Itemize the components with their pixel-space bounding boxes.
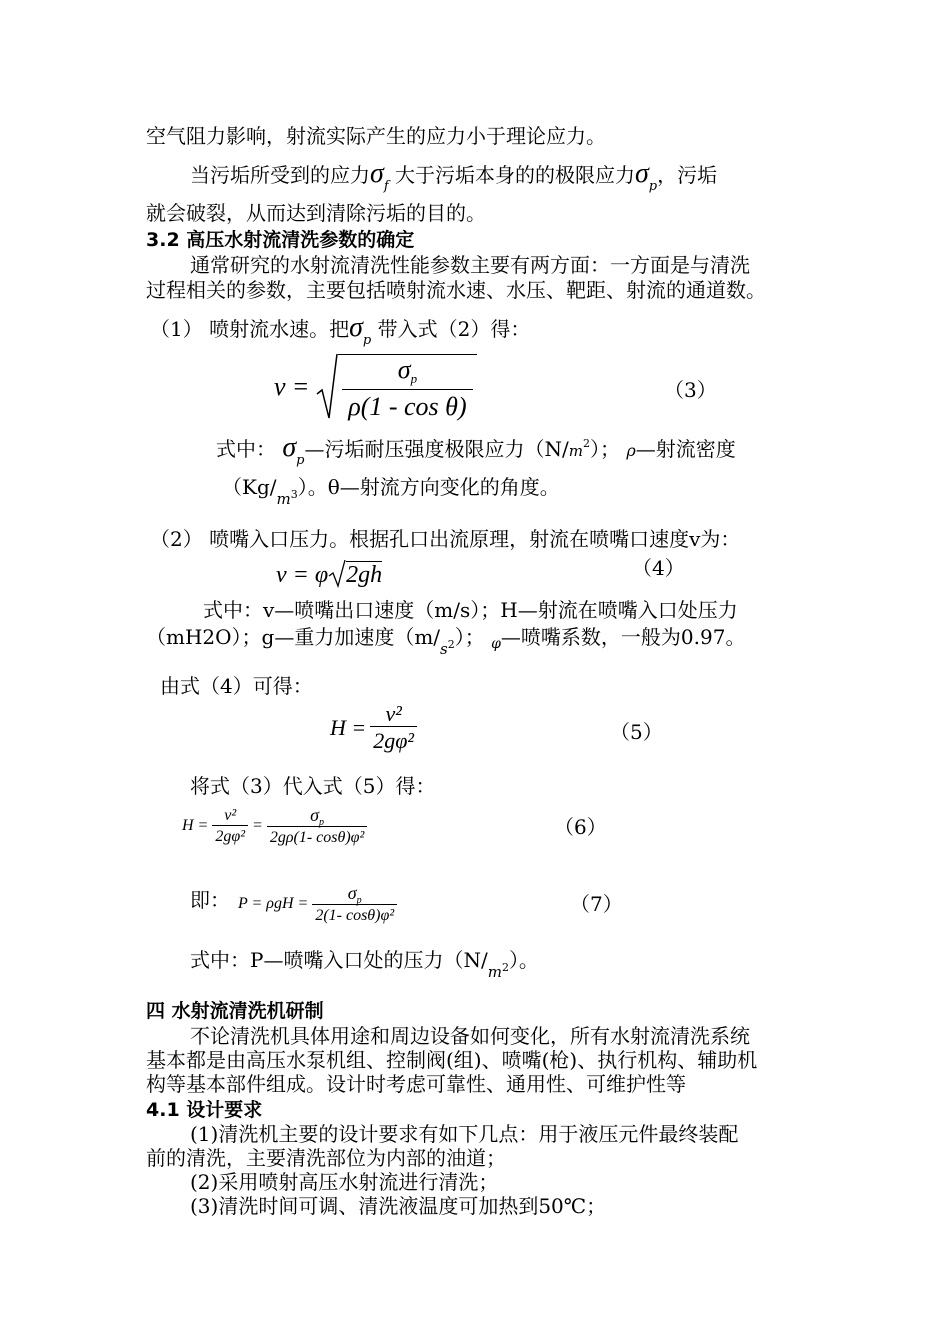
text-line: 基本都是由高压水泵机组、控制阀(组)、喷嘴(枪)、执行机构、辅助机 [146, 1048, 758, 1072]
text-span: ，污垢 [657, 163, 718, 187]
equation-3: v = σp ρ(1 - cos θ) [274, 352, 477, 422]
text-line: 通常研究的水射流清洗性能参数主要有两方面：一方面是与清洗 [190, 253, 750, 277]
text-line: 前的清洗，主要清洗部位为内部的油道； [146, 1146, 506, 1170]
text-line: (2)采用喷射高压水射流进行清洗； [190, 1170, 499, 1194]
eq-denominator: ρ(1 - cos θ) [342, 389, 472, 422]
sigma-symbol: σ [634, 158, 649, 189]
text-line: 式中：P—喷嘴入口处的压力$(N/_{m2})$。 [190, 948, 539, 981]
text-line: 即： [190, 888, 230, 912]
section-heading: 4.1 设计要求 [146, 1099, 263, 1121]
sigma-symbol: σ [282, 432, 297, 463]
text-line [190, 158, 718, 194]
subscript: f [383, 179, 389, 194]
sqrt-icon [316, 352, 338, 422]
text-span: 大于污垢本身的的极限应力 [394, 163, 635, 187]
text-line: （mH2O）；g—重力加速度$(m/_{s2})$； $_\varphi$—喷嘴系数，一般为0.97。 [146, 625, 746, 658]
sigma-symbol: σ [370, 158, 384, 189]
equation-number: （4） [632, 556, 685, 580]
text-line: 将式（3）代入式（5）得： [190, 774, 436, 798]
text-line: 构等基本部件组成。设计时考虑可靠性、通用性、可维护性等 [146, 1072, 686, 1096]
equation-number: （6） [554, 815, 607, 839]
section-heading: 3.2 高压水射流清洗参数的确定 [146, 229, 415, 251]
text-span: 当污垢所受到的应力 [190, 163, 370, 187]
equation-number: （7） [570, 892, 623, 916]
text-line: $(Kg/_{m3})$。θ—射流方向变化的角度。 [222, 475, 560, 508]
text-line: 式中：v—喷嘴出口速度（m/s）；H—射流在喷嘴入口处压力 [203, 598, 738, 622]
equation-5: H = $\frac{\text{v²}}{\text{2gφ²}}$ [330, 702, 417, 753]
text-line: 式中： $\sigma_p—$污垢耐压强度极限应力$(N/m^2)$； ρ—射流密度 [216, 432, 736, 468]
text-line: （2） 喷嘴入口压力。根据孔口出流原理，射流在喷嘴口速度v为： [150, 527, 741, 551]
equation-6: H = $\frac{\text{v²}}{\text{2gφ²}}$ = $\frac{\sigma_p}{\text{2gρ(1- cosθ)φ²}}$ [182, 806, 367, 846]
equation-7: P = ρgH = $\frac{\sigma_p}{\text{2(1- cosθ)φ²}}$ [238, 884, 397, 924]
text-line [150, 312, 531, 348]
text-line: (1)清洗机主要的设计要求有如下几点：用于液压元件最终装配 [190, 1122, 739, 1146]
text-span: （1） 喷射流水速。把 [150, 317, 350, 341]
subscript: p [648, 179, 658, 194]
text-line: 空气阻力影响，射流实际产生的应力小于理论应力。 [146, 124, 606, 148]
text-line: 就会破裂，从而达到清除污垢的目的。 [146, 201, 486, 225]
text-line: 不论清洗机具体用途和周边设备如何变化，所有水射流清洗系统 [190, 1024, 750, 1048]
text-line: 过程相关的参数，主要包括喷射流水速、水压、靶距、射流的通道数。 [146, 278, 766, 302]
text-line: (3)清洗时间可调、清洗液温度可加热到50℃； [190, 1194, 607, 1218]
subscript: p [362, 333, 372, 348]
sigma-symbol: σ [349, 312, 363, 343]
section-heading: 四 水射流清洗机研制 [146, 1000, 324, 1022]
sqrt-icon [328, 558, 346, 588]
eq-lhs: v [274, 372, 286, 401]
equation-number: （5） [610, 720, 663, 744]
text-span: 带入式（2）得： [377, 317, 531, 341]
equation-4: v = φ 2gh [276, 558, 382, 589]
equation-number: （3） [664, 378, 717, 402]
text-line: 由式（4）可得： [160, 674, 313, 698]
